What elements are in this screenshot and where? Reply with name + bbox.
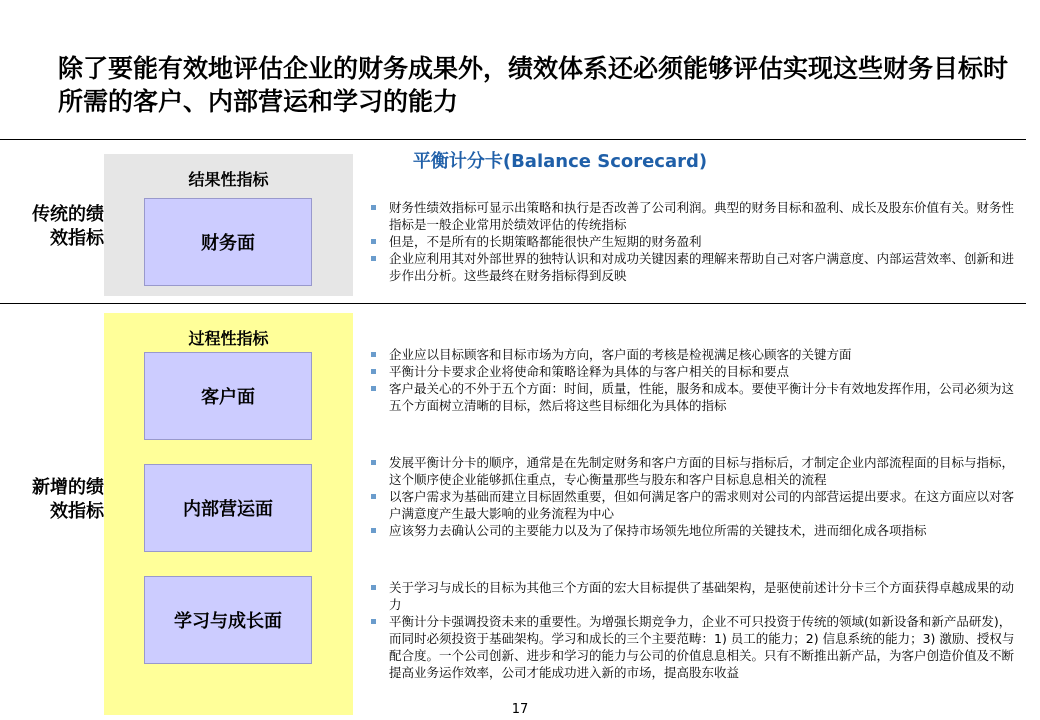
list-item: 关于学习与成长的目标为其他三个方面的宏大目标提供了基础架构，是驱使前述计分卡三个方面获得卓越成果的动力 xyxy=(370,579,1022,613)
internal-bullets xyxy=(370,454,1022,539)
top-divider xyxy=(0,139,1026,140)
learning-bullets xyxy=(370,579,1022,681)
new-indicators-label: 新增的绩 效指标 xyxy=(32,477,104,522)
list-item: 发展平衡计分卡的顺序，通常是在先制定财务和客户方面的目标与指标后，才制定企业内部流程面的目标与指标，这个顺序使企业能够抓住重点，专心衡量那些与股东和客户目标息息相关的流程 xyxy=(370,454,1022,488)
customer-card: 客户面 xyxy=(144,352,312,440)
list-item: 平衡计分卡要求企业将使命和策略诠释为具体的与客户相关的目标和要点 xyxy=(370,363,1022,380)
list-item: 但是，不是所有的长期策略都能很快产生短期的财务盈利 xyxy=(370,233,1022,250)
financial-card: 财务面 xyxy=(144,198,312,286)
customer-bullets xyxy=(370,346,1022,414)
process-indicators-title: 过程性指标 xyxy=(188,329,269,348)
middle-divider xyxy=(0,303,1026,304)
page-number: 17 xyxy=(511,702,529,717)
list-item: 财务性绩效指标可显示出策略和执行是否改善了公司利润。典型的财务目标和盈利、成长及股东价值有关。财务性指标是一般企业常用於绩效评估的传统指标 xyxy=(370,199,1022,233)
list-item: 应该努力去确认公司的主要能力以及为了保持市场领先地位所需的关键技术，进而细化成各项指标 xyxy=(370,522,1022,539)
list-item: 客户最关心的不外于五个方面：时间，质量，性能，服务和成本。要使平衡计分卡有效地发挥作用，公司必须为这五个方面树立清晰的目标，然后将这些目标细化为具体的指标 xyxy=(370,380,1022,414)
page-title: 除了要能有效地评估企业的财务成果外，绩效体系还必须能够评估实现这些财务目标时所需的客户、内部营运和学习的能力 xyxy=(58,54,1009,116)
list-item: 企业应利用其对外部世界的独特认识和对成功关键因素的理解来帮助自己对客户满意度、内部运营效率、创新和进步作出分析。这些最终在财务指标得到反映 xyxy=(370,250,1022,284)
list-item: 平衡计分卡强调投资未来的重要性。为增强长期竞争力，企业不可只投资于传统的领域(如新设备和新产品研发)，而同时必须投资于基础架构。学习和成长的三个主要范畴：1) 员工的能力；2) 信息系统的能力；3) 激励、授权与配合度。一个公司创新、进步和学习的能力与公司的价值息息相关。只有不断推出新产品，为客户创造价值及不断提高业务运作效率，公司才能成功进入新的市场，提高股东收益 xyxy=(370,613,1022,681)
list-item: 以客户需求为基础而建立目标固然重要，但如何满足客户的需求则对公司的内部营运提出要求。在这方面应以对客户满意度产生最大影响的业务流程为中心 xyxy=(370,488,1022,522)
result-indicators-title: 结果性指标 xyxy=(188,170,269,189)
learning-growth-card: 学习与成长面 xyxy=(144,576,312,664)
financial-bullets xyxy=(370,199,1022,284)
internal-operations-card: 内部营运面 xyxy=(144,464,312,552)
list-item: 企业应以目标顾客和目标市场为方向，客户面的考核是检视满足核心顾客的关键方面 xyxy=(370,346,1022,363)
bsc-heading: 平衡计分卡(Balance Scorecard) xyxy=(412,151,708,172)
traditional-indicators-label: 传统的绩 效指标 xyxy=(32,204,104,249)
